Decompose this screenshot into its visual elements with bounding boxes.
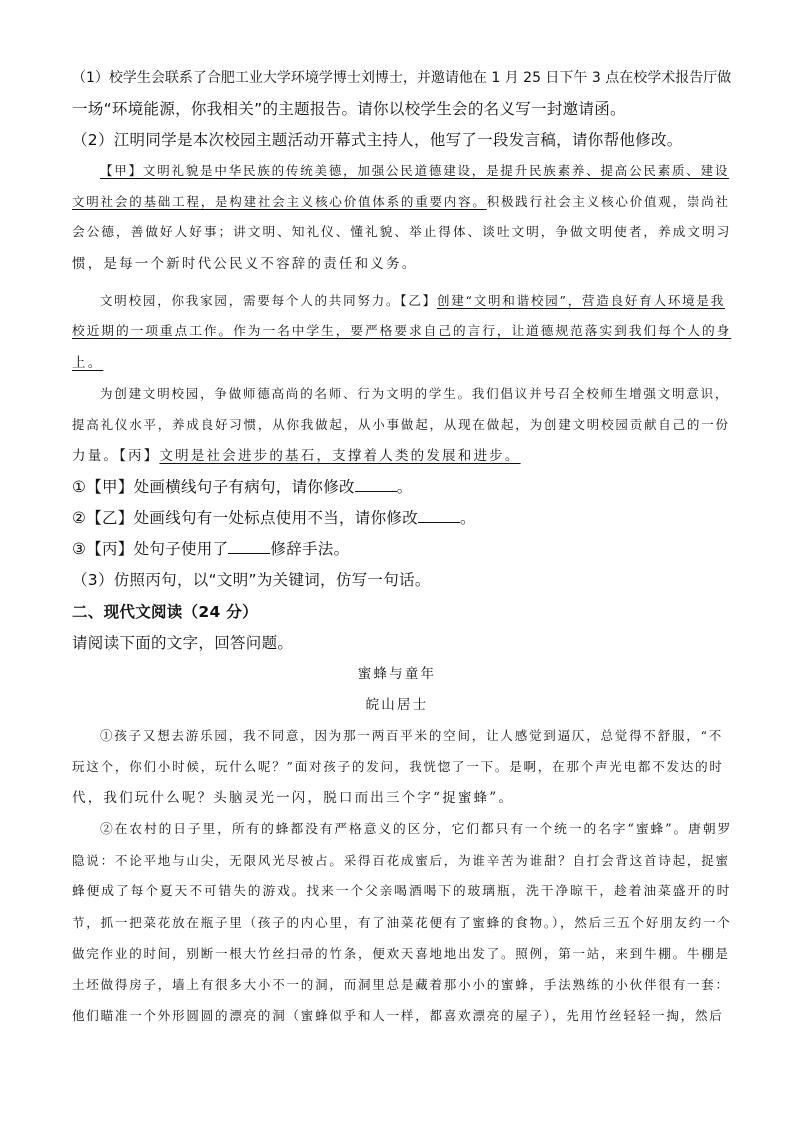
- q2-bing-line-2: 提高礼仪水平，养成良好习惯，从你我做起，从小事做起，从现在做起，为创建文明校园贡献自己的一份: [72, 417, 730, 432]
- article-para2-line-7: 他们瞄准一个外形圆圆的漂亮的洞（蜜蜂似乎和人一样，都喜欢漂亮的屋子），先用竹丝轻轻一掏，然后: [72, 1008, 724, 1023]
- answer-blank[interactable]: [355, 477, 397, 492]
- q2-sub-question-1: ①【甲】处画横线句子有病句，请你修改 。: [72, 478, 413, 496]
- article-para2-line-5: 做完作业的时间，别断一根大竹丝扫帚的竹条，便欢天喜地地出发了。照例，第一站，来到牛棚。牛棚是: [72, 946, 730, 961]
- q2-yi-line-2: 校近期的一项重点工作。作为一名中学生，要严格要求自己的言行，让道德规范落实到我们每个人的身: [72, 324, 732, 339]
- yi-underlined-sentence: 创建“文明和谐校园”，营造良好育人环境是我: [436, 293, 726, 308]
- q2-yi-line-1: 文明校园，你我家园，需要每个人的共同努力。【乙】创建“文明和谐校园”，营造良好育人环境是我: [100, 293, 726, 308]
- q2-yi-line-3: 上。: [72, 355, 104, 371]
- jia-underlined-sentence: 【甲】文明礼貌是中华民族的传统美德，加强公民道德建设，是提升民族素养、提高公民素质、建设: [100, 163, 730, 178]
- article-para2-line-1: ②在农村的日子里，所有的蜂都没有严格意义的区分，它们都只有一个统一的名字“蜜蜂”。唐朝罗: [100, 822, 733, 837]
- article-para1-line-2: 玩这个，你们小时候，玩什么呢？”面对孩子的发问，我恍惚了一下。是啊，在那个声光电都不发达的时: [72, 759, 724, 774]
- article-para2-line-6: 土坯做得房子，墙上有很多大小不一的洞，而洞里总是藏着那小小的蜜蜂，手法熟练的小伙伴很有一套：: [72, 977, 730, 992]
- q2-jia-line-2: 文明社会的基础工程，是构建社会主义核心价值体系的重要内容。积极践行社会主义核心价值观，崇尚社: [72, 194, 730, 209]
- article-author: 皖山居士: [365, 697, 429, 713]
- q1-line-1: （1）校学生会联系了合肥工业大学环境学博士刘博士，并邀请他在 1 月 25 日下午 3 点在校学术报告厅做: [72, 70, 732, 86]
- q2-jia-line-4: 惯，是每一个新时代公民义不容辞的责任和义务。: [72, 256, 418, 272]
- article-para2-line-2: 隐说：不论平地与山尖，无限风光尽被占。采得百花成蜜后，为谁辛苦为谁甜？自打会背这首诗起，捉蜜: [72, 853, 730, 868]
- article-title: 蜜蜂与童年: [357, 666, 437, 682]
- article-para1-line-3: 代，我们玩什么呢？头脑灵光一闪，脱口而出三个字“捉蜜蜂”。: [72, 790, 515, 806]
- q2-jia-line-1: [100, 161, 730, 181]
- q1-line-2: 一场“环境能源，你我相关”的主题报告。请你以校学生会的名义写一封邀请函。: [72, 100, 626, 118]
- q2-sub-question-2: ②【乙】处画线句有一处标点使用不当，请你修改 。: [72, 509, 476, 527]
- q2-bing-line-3: 力量。【丙】文明是社会进步的基石，支撑着人类的发展和进步。: [72, 448, 521, 464]
- q3-prompt: （3）仿照丙句，以“文明”为关键词，仿写一句话。: [72, 571, 431, 589]
- bing-underlined-sentence: 文明是社会进步的基石，支撑着人类的发展和进步。: [159, 448, 521, 464]
- article-para2-line-4: 节，抓一把菜花放在瓶子里（孩子的内心里，有了油菜花便有了蜜蜂的食物。），然后三五个好朋友约一个: [72, 915, 732, 930]
- section-instruction: 请阅读下面的文字，回答问题。: [72, 634, 294, 652]
- section-heading: 二、现代文阅读（24 分）: [72, 603, 258, 621]
- q2-bing-line-1: 为创建文明校园，争做师德高尚的名师、行为文明的学生。我们倡议并号召全校师生增强文明意识，: [100, 386, 730, 401]
- answer-blank[interactable]: [228, 539, 270, 554]
- jia-underlined-sentence-end: 文明社会的基础工程，是构建社会主义核心价值体系的重要内容。: [72, 194, 487, 209]
- article-para1-line-1: ①孩子又想去游乐园，我不同意，因为那一两百平米的空间，让人感觉到逼仄，总觉得不舒服，“不: [100, 728, 724, 743]
- q2-jia-line-3: 会公德，善做好人好事；讲文明、知礼仪、懂礼貌、举止得体、谈吐文明，争做文明使者，养成文明习: [72, 225, 732, 240]
- article-para2-line-3: 蜂便成了每个夏天不可错失的游戏。找来一个父亲喝酒喝下的玻璃瓶，洗干净晾干，趁着油菜盛开的时: [72, 884, 732, 899]
- answer-blank[interactable]: [418, 508, 460, 523]
- q2-sub-question-3: ③【丙】处句子使用了 修辞手法。: [72, 540, 350, 558]
- q2-intro: （2）江明同学是本次校园主题活动开幕式主持人，他写了一段发言稿，请你帮他修改。: [72, 131, 683, 149]
